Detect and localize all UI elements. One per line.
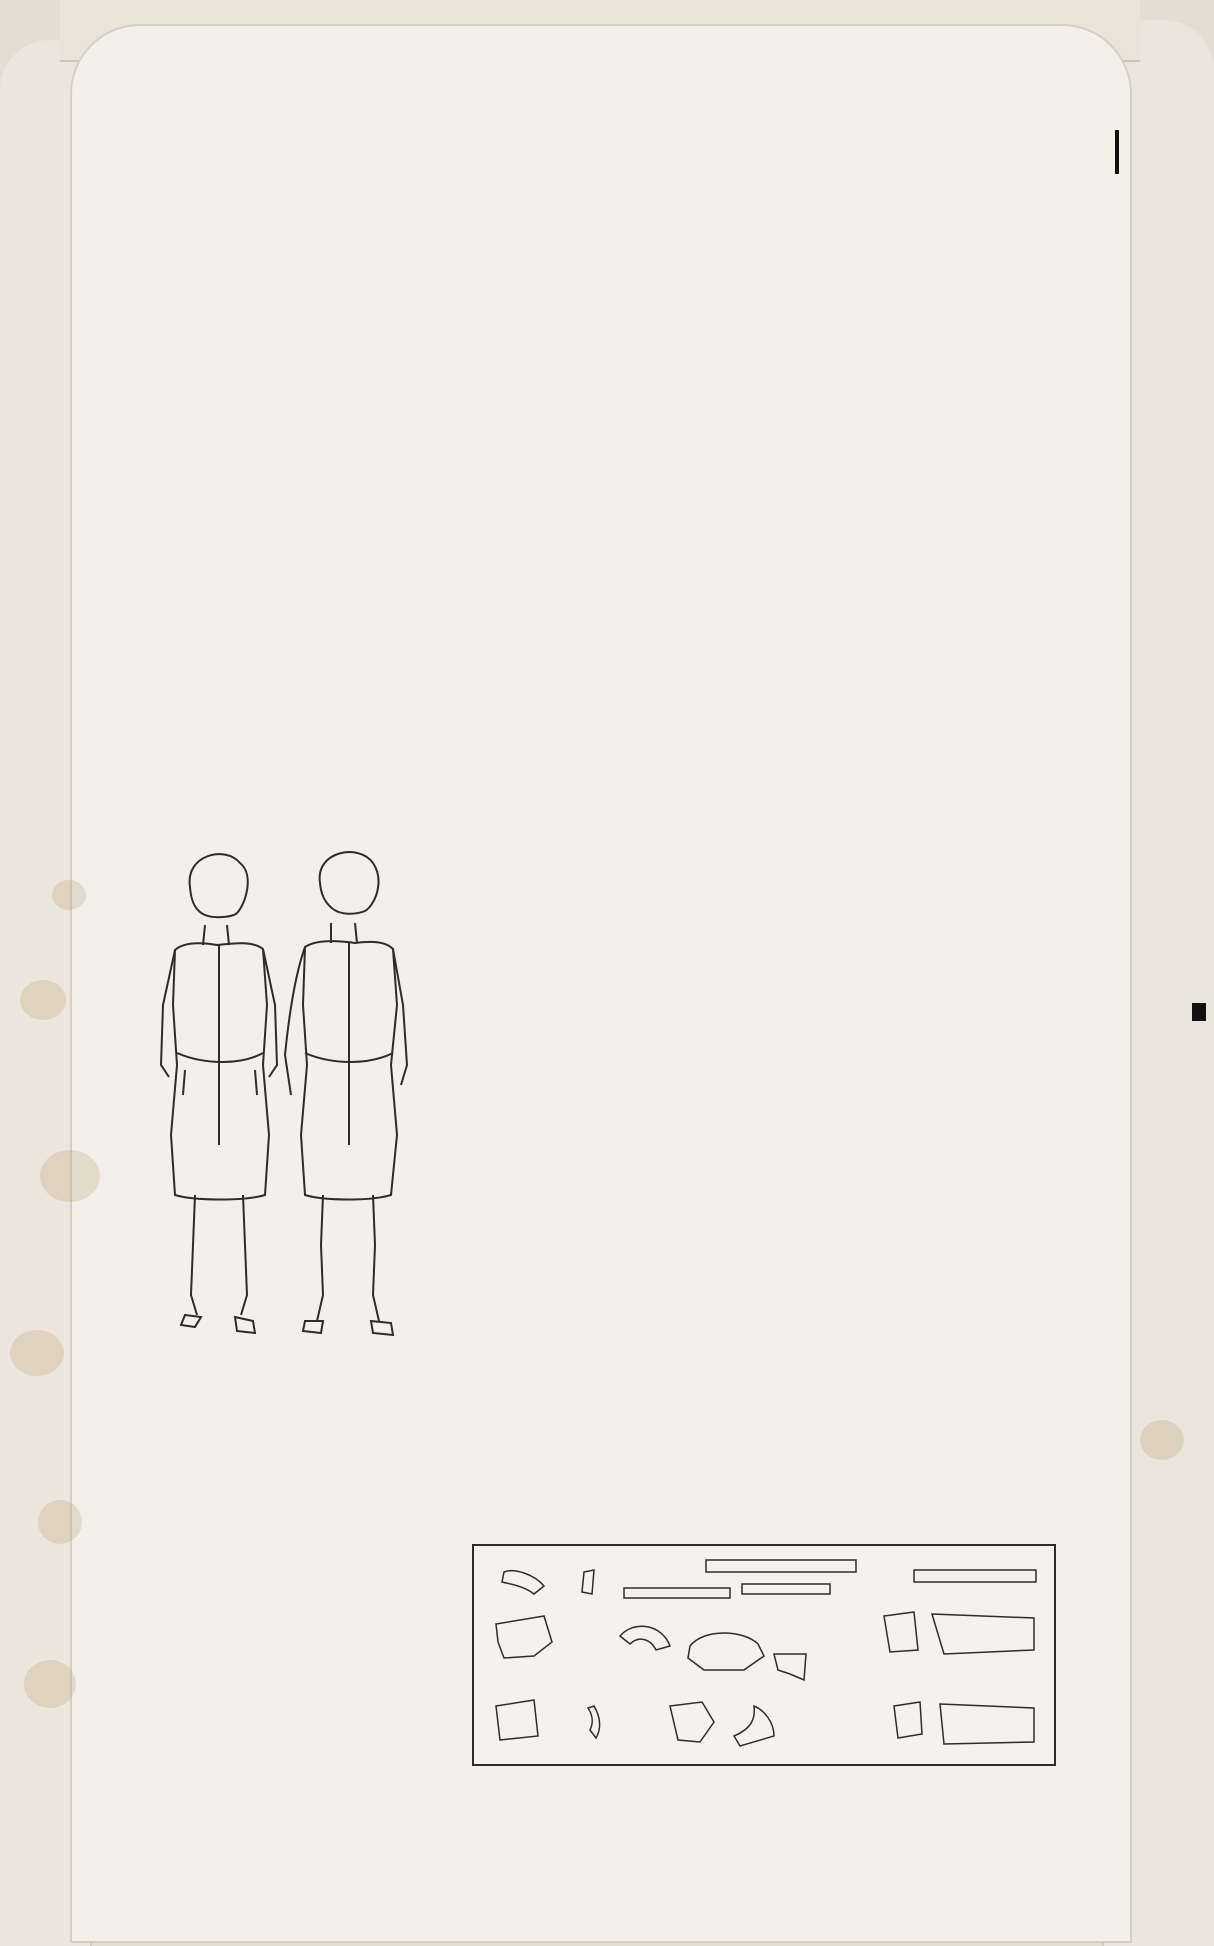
fashion-illustrations	[145, 845, 425, 1385]
dress-back-figures	[145, 845, 425, 1385]
pattern-pieces-drawing	[474, 1546, 1054, 1764]
age-stain	[40, 1150, 100, 1202]
edge-mark	[1115, 130, 1119, 174]
edge-mark	[1192, 1003, 1206, 1021]
age-stain	[20, 980, 66, 1020]
pattern-pieces-diagram	[472, 1544, 1056, 1766]
age-stain	[10, 1330, 64, 1376]
pattern-title	[472, 228, 494, 257]
age-stain	[52, 880, 86, 910]
age-stain	[24, 1660, 76, 1708]
age-stain	[38, 1500, 82, 1544]
age-stain	[1140, 1420, 1184, 1460]
